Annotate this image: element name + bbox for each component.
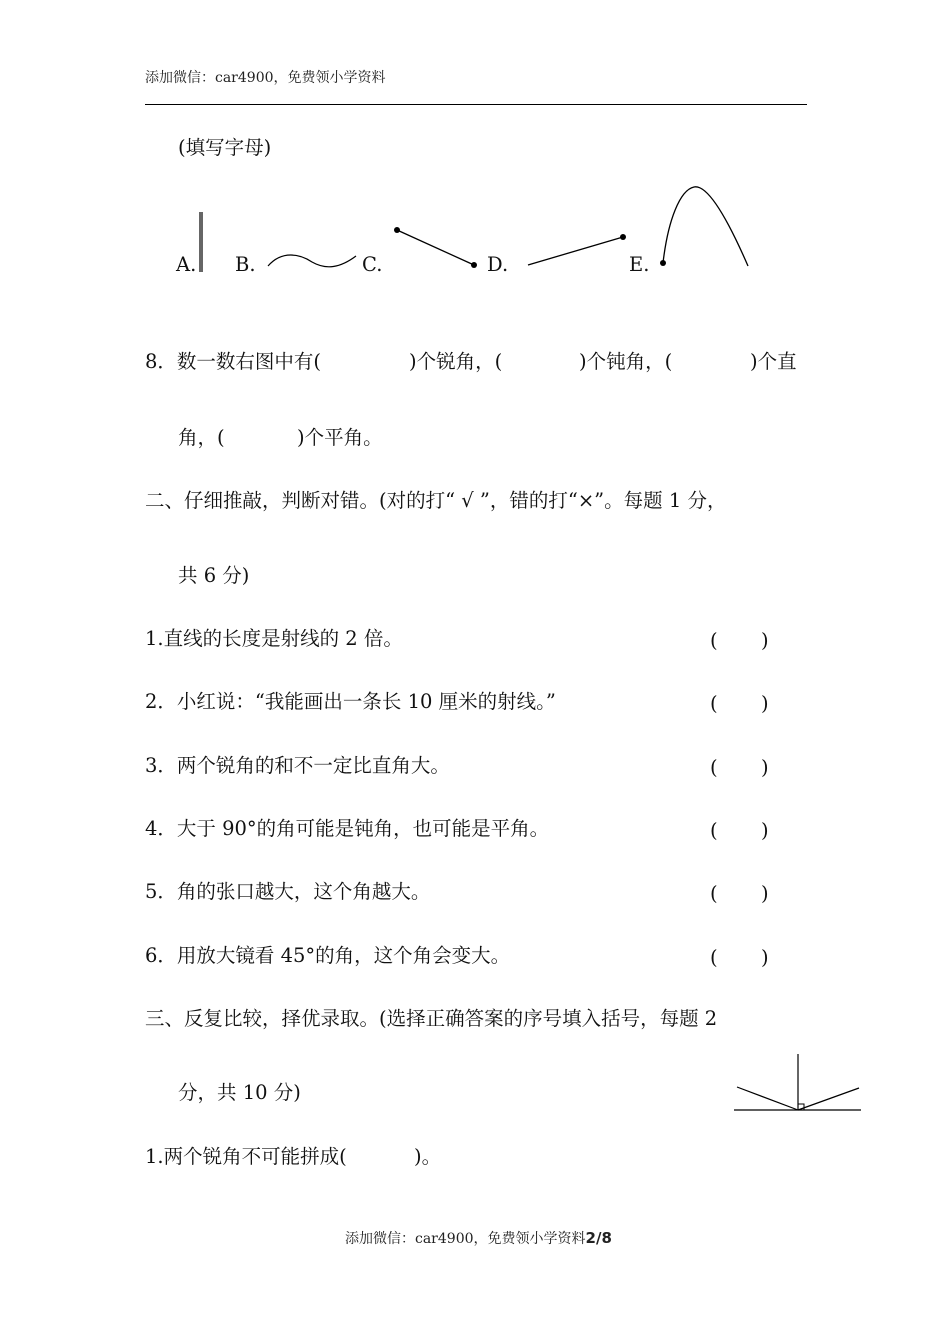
judge-item-3: 3．两个锐角的和不一定比直角大。 [145,754,450,777]
answer-close-1: ) [761,629,769,652]
section2-heading-line1: 二、仔细推敲，判断对错。(对的打“ √ ”，错的打“×”。每题 1 分， [145,489,727,512]
option-d-label: D. [487,253,509,276]
q8-line1-part3: )个钝角，( [579,350,673,373]
page-separator: / [595,1229,602,1247]
section3-q1-part2: )。 [414,1145,442,1168]
q8-line1-part2: )个锐角，( [409,350,503,373]
answer-close-5: ) [761,882,769,905]
answer-close-3: ) [761,756,769,779]
answer-open-4: ( [710,819,718,842]
option-b-label: B. [235,253,256,276]
option-a-label: A. [176,253,197,276]
answer-open-6: ( [710,946,718,969]
footer-text: 添加微信：car4900，免费领小学资料 [345,1231,586,1247]
answer-open-3: ( [710,756,718,779]
page-header: 添加微信：car4900，免费领小学资料 [145,70,386,86]
answer-open-1: ( [710,629,718,652]
q8-line2-part1: 角，( [178,426,225,449]
answer-open-5: ( [710,882,718,905]
option-c-label: C. [362,253,383,276]
answer-close-4: ) [761,819,769,842]
q7-instruction: (填写字母) [178,136,272,159]
q8-line1-part1: 8．数一数右图中有( [145,350,322,373]
page-footer [345,1228,612,1248]
judge-item-6: 6．用放大镜看 45°的角，这个角会变大。 [145,944,511,967]
judge-item-2: 2．小红说：“我能画出一条长 10 厘米的射线。” [145,690,556,713]
section3-q1-part1: 1.两个锐角不可能拼成( [145,1145,347,1168]
answer-close-6: ) [761,946,769,969]
section2-heading-line2: 共 6 分) [178,564,250,587]
page-total: 8 [601,1229,612,1247]
answer-close-2: ) [761,692,769,715]
answer-open-2: ( [710,692,718,715]
page-current: 2 [585,1229,596,1247]
judge-item-4: 4．大于 90°的角可能是钝角，也可能是平角。 [145,817,550,840]
judge-item-1: 1.直线的长度是射线的 2 倍。 [145,627,403,650]
q8-line1-part4: )个直 [750,350,797,373]
option-e-label: E. [629,253,650,276]
judge-item-5: 5．角的张口越大，这个角越大。 [145,880,431,903]
section3-heading-line1: 三、反复比较，择优录取。(选择正确答案的序号填入括号，每题 2 [145,1007,718,1030]
section3-heading-line2: 分，共 10 分) [178,1081,301,1104]
q8-line2-part2: )个平角。 [297,426,383,449]
